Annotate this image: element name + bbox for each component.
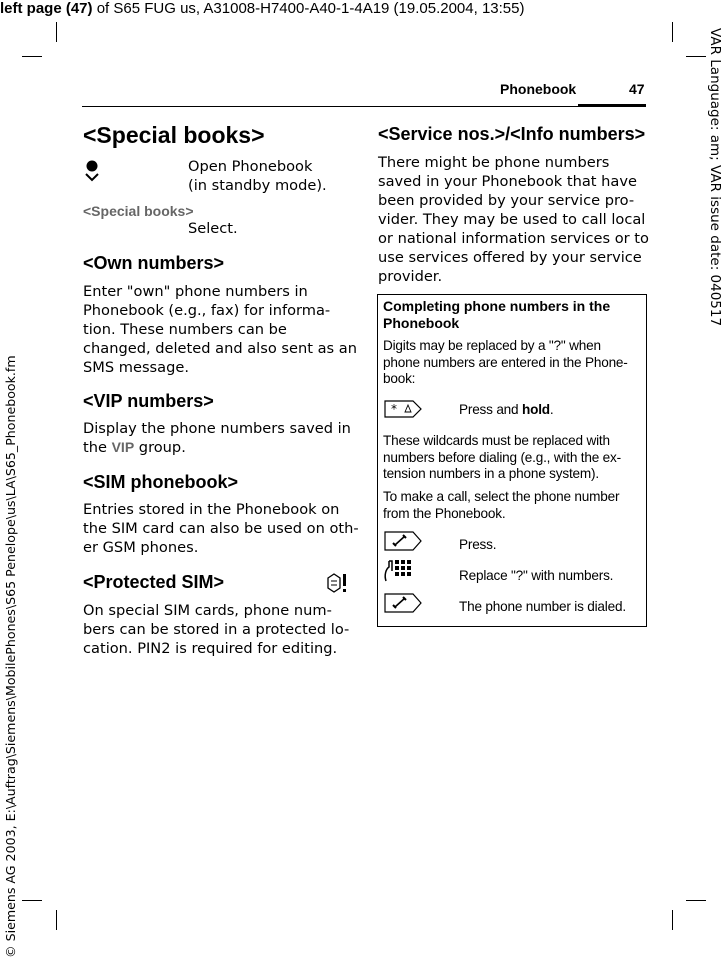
svg-text:*: *: [391, 402, 397, 416]
keypad-icon: [383, 559, 413, 583]
file-path-note: © Siemens AG 2003, E:\Auftrag\Siemens\MobilePhones\S65 Penelope\us\LA\S65_Phonebook.fm: [3, 355, 18, 958]
sim-phonebook-title: <SIM phonebook>: [83, 472, 239, 492]
crop-mark: [686, 56, 706, 57]
sim-warning-icon: [325, 572, 349, 594]
crop-mark: [686, 900, 706, 901]
service-numbers-title: <Service nos.>/<Info numbers>: [378, 124, 646, 144]
own-numbers-text: Enter "own" phone numbers in Phonebook (e.g., fax) for informa- tion. These numbers can be changed, deleted and also sent as an SMS message.: [83, 283, 357, 376]
step-press: Press.: [459, 537, 497, 552]
star-key-icon: [383, 399, 423, 419]
call-key-icon-2: [383, 592, 423, 614]
crop-mark: [56, 910, 57, 930]
vip-numbers-text: Display the phone numbers saved in the VIP group.: [83, 420, 351, 456]
box-intro: Digits may be replaced by a "?" when phone numbers are entered in the Phone- book:: [383, 338, 628, 386]
page-number: 47: [629, 81, 645, 97]
completing-numbers-box: [377, 294, 647, 627]
step-select: Select.: [188, 220, 238, 237]
print-meta: of S65 FUG us, A31008-H7400-A40-1-4A19 (19.05.2004, 13:55): [96, 0, 525, 17]
crop-mark: [22, 900, 42, 901]
call-key-icon: [383, 530, 423, 552]
crop-mark: [56, 22, 57, 42]
special-books-title: <Special books>: [83, 122, 265, 148]
crop-mark: [672, 910, 673, 930]
special-books-label: <Special books>: [83, 203, 194, 219]
protected-sim-title: <Protected SIM>: [83, 572, 225, 592]
running-title: Phonebook: [500, 81, 577, 97]
own-numbers-title: <Own numbers>: [83, 253, 225, 273]
crop-mark: [22, 56, 42, 57]
box-wildcards: These wildcards must be replaced with numbers before dialing (e.g., with the ex- tension numbers in a phone system).: [383, 433, 621, 481]
header-rule: [82, 106, 646, 107]
step-dialed: The phone number is dialed.: [459, 599, 626, 614]
step-open-phonebook: Open Phonebook (in standby mode).: [188, 158, 327, 194]
crop-mark: [672, 22, 673, 42]
service-numbers-text: There might be phone numbers saved in your Phonebook that have been provided by your service pro- vider. They may be used to call local or national information services or to use services offered by your service provider.: [378, 154, 649, 285]
step-press-hold: Press and hold.: [459, 402, 554, 417]
vip-label: VIP: [111, 439, 135, 455]
step-replace: Replace "?" with numbers.: [459, 568, 614, 583]
box-title: Completing phone numbers in the Phonebook: [383, 298, 611, 331]
protected-sim-text: On special SIM cards, phone num- bers can be stored in a protected lo- cation. PIN2 is required for editing.: [83, 602, 350, 657]
box-make-call: To make a call, select the phone number from the Phonebook.: [383, 489, 620, 521]
var-language-note: VAR Language: am; VAR issue date: 040517: [707, 28, 723, 327]
header-rule-thick: [578, 104, 646, 107]
print-header: [0, 0, 524, 17]
vip-numbers-title: <VIP numbers>: [83, 391, 214, 411]
page-label: left page (47): [0, 0, 93, 17]
nav-down-icon: [84, 159, 100, 183]
sim-phonebook-text: Entries stored in the Phonebook on the SIM card can also be used on oth- er GSM phones.: [83, 501, 359, 556]
